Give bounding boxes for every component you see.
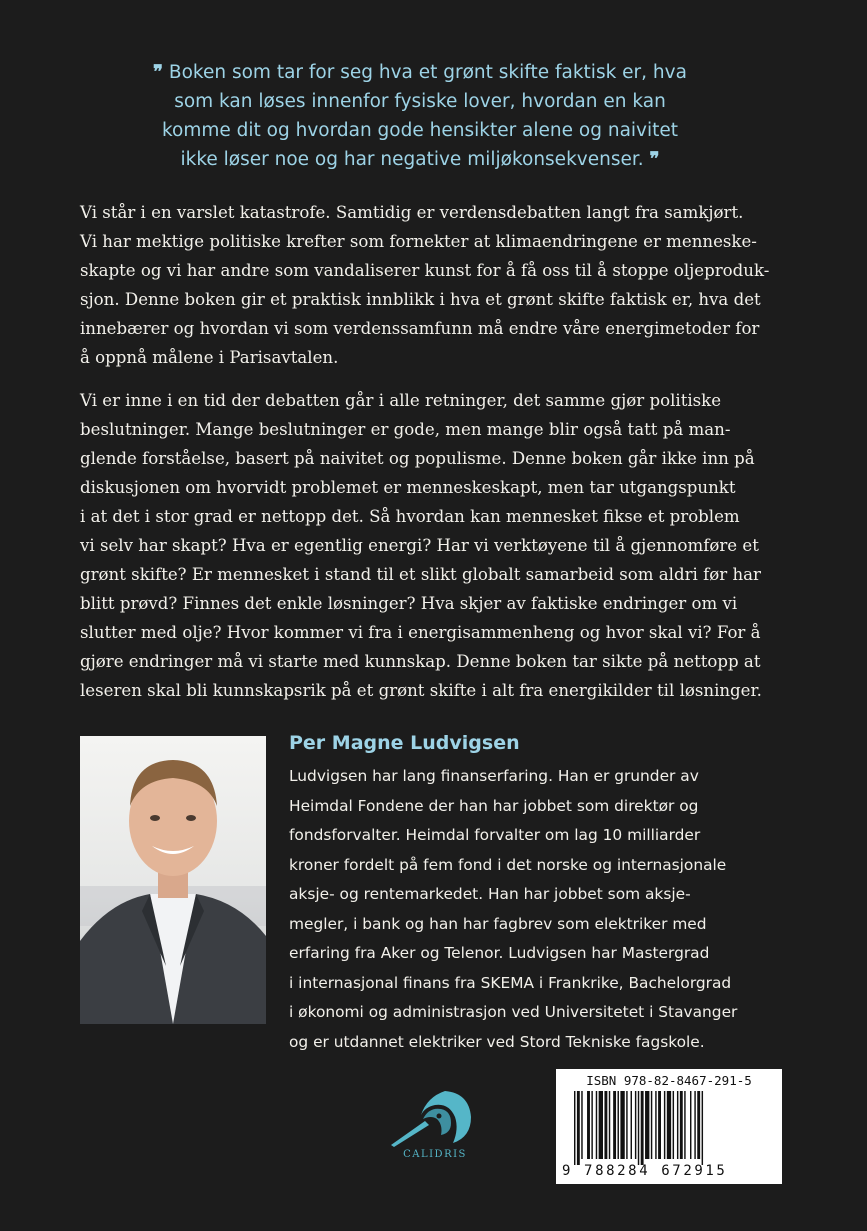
text-line: gjøre endringer må vi starte med kunnskap. Denne boken tar sikte på nettopp at — [80, 652, 761, 671]
text-line: i økonomi og administrasjon ved Universitetet i Stavanger — [289, 1003, 738, 1021]
text-line: Vi er inne i en tid der debatten går i alle retninger, det samme gjør politiske — [80, 391, 722, 410]
text-line: og er utdannet elektriker ved Stord Tekniske fagskole. — [289, 1032, 705, 1051]
text-line: glende forståelse, basert på naivitet og populisme. Denne boken går ikke inn på — [80, 449, 755, 468]
publisher-name: CALIDRIS — [403, 1149, 467, 1160]
description-paragraph-2 — [80, 386, 785, 705]
text-line: Vi står i en varslet katastrofe. Samtidig er verdensdebatten langt fra samkjørt. — [80, 203, 744, 222]
text-line: Ludvigsen har lang finanserfaring. Han er grunder av — [289, 767, 699, 785]
author-portrait-icon — [80, 736, 266, 1024]
text-line: diskusjonen om hvorvidt problemet er menneskeskapt, men tar utgangspunkt — [80, 478, 736, 497]
text-line: leseren skal bli kunnskapsrik på et grønt skifte i alt fra energikilder til løsninger. — [80, 681, 762, 700]
text-line: kroner fordelt på fem fond i det norske og internasjonale — [289, 855, 727, 874]
isbn-number: 9 788284 672915 — [562, 1163, 728, 1179]
author-name: Per Magne Ludvigsen — [289, 732, 520, 754]
text-line: vi selv har skapt? Hva er egentlig energi? Har vi verktøyene til å gjennomføre et — [80, 536, 759, 555]
isbn-barcode — [556, 1069, 782, 1184]
quote-line: som kan løses innenfor fysiske lover, hvordan en kan — [174, 91, 666, 112]
text-line: Heimdal Fondene der han har jobbet som direktør og — [289, 796, 699, 815]
isbn-label: ISBN 978-82-8467-291-5 — [586, 1073, 752, 1088]
publisher-logo — [385, 1085, 485, 1165]
text-line: sjon. Denne boken gir et praktisk innblikk i hva et grønt skifte faktisk er, hva det — [80, 290, 761, 309]
text-line: aksje- og rentemarkedet. Han har jobbet som aksje- — [289, 885, 691, 903]
close-quote-icon: ❞ — [649, 149, 660, 170]
text-line: blitt prøvd? Finnes det enkle løsninger? Hva skjer av faktiske endringer om vi — [80, 594, 738, 613]
text-line: skapte og vi har andre som vandaliserer kunst for å få oss til å stoppe oljeproduk- — [80, 261, 770, 280]
author-photo — [80, 736, 266, 1024]
quote-line: ikke løser noe og har negative miljøkonsekvenser. ❞ — [180, 149, 660, 170]
text-line: beslutninger. Mange beslutninger er gode, men mange blir også tatt på man- — [80, 420, 731, 439]
text-line: Vi har mektige politiske krefter som fornekter at klimaendringene er menneske- — [80, 232, 757, 251]
open-quote-icon: ❞ — [153, 62, 164, 83]
author-bio — [289, 762, 789, 1057]
quote-line: ❞ Boken som tar for seg hva et grønt skifte faktisk er, hva — [153, 62, 687, 83]
text-line: innebærer og hvordan vi som verdenssamfunn må endre våre energimetoder for — [80, 319, 760, 338]
description-paragraph-1 — [80, 198, 785, 372]
pull-quote — [140, 58, 700, 174]
text-line: erfaring fra Aker og Telenor. Ludvigsen har Mastergrad — [289, 944, 710, 962]
text-line: fondsforvalter. Heimdal forvalter om lag 10 milliarder — [289, 826, 701, 844]
text-line: i internasjonal finans fra SKEMA i Frankrike, Bachelorgrad — [289, 973, 732, 992]
text-line: grønt skifte? Er mennesket i stand til et slikt globalt samarbeid som aldri før har — [80, 565, 761, 584]
quote-line: komme dit og hvordan gode hensikter alene og naivitet — [161, 120, 679, 141]
text-line: slutter med olje? Hvor kommer vi fra i energisammenheng og hvor skal vi? For å — [80, 623, 761, 642]
text-line: megler, i bank og han har fagbrev som elektriker med — [289, 914, 707, 933]
calidris-bird-icon — [385, 1085, 485, 1149]
text-line: å oppnå målene i Parisavtalen. — [80, 348, 339, 367]
text-line: i at det i stor grad er nettopp det. Så hvordan kan mennesket fikse et problem — [80, 507, 740, 526]
